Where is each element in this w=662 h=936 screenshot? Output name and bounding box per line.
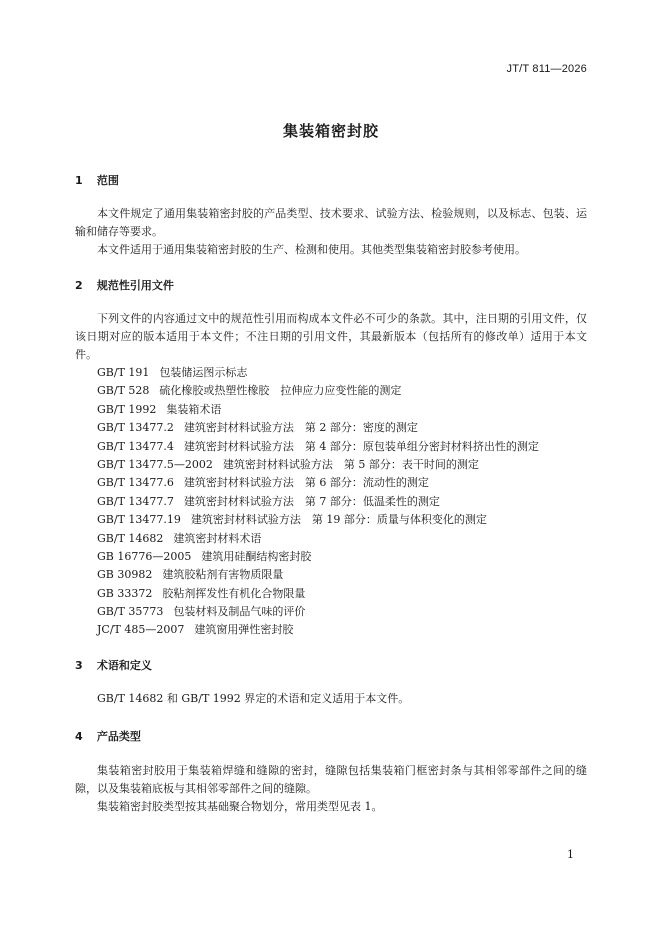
section-heading-normative-references (75, 277, 174, 293)
section-number: 1 (75, 174, 83, 187)
reference-item (97, 419, 539, 437)
reference-title: 建筑密封材料试验方法 第 19 部分：质量与体积变化的测定 (190, 513, 487, 527)
reference-title: 集装箱术语 (166, 402, 222, 416)
section-number: 3 (75, 659, 83, 672)
reference-item (97, 401, 539, 419)
reference-code: GB 30982 (97, 568, 153, 582)
reference-title: 包装储运图示标志 (159, 366, 248, 379)
reference-list (97, 364, 539, 640)
reference-title: 胶粘剂挥发性有机化合物限量 (162, 586, 306, 600)
paragraph: 集装箱密封胶类型按其基础聚合物划分，常用类型见表 1。 (97, 800, 383, 813)
reference-code: GB/T 14682 (97, 531, 164, 545)
reference-item (97, 474, 539, 492)
section-heading-scope (75, 172, 119, 188)
reference-item (97, 511, 539, 529)
paragraph: 集装箱密封胶用于集装箱焊缝和缝隙的密封，缝隙包括集装箱门框密封条与其相邻零部件之间的缝隙，以及集装箱底板与其相邻零部件之间的缝隙。 (75, 764, 587, 795)
section-number: 2 (75, 279, 83, 292)
reference-title: 建筑密封材料试验方法 第 5 部分：表干时间的测定 (222, 457, 479, 471)
reference-item (97, 621, 539, 639)
reference-item (97, 456, 539, 474)
scope-body (75, 205, 587, 259)
reference-code: GB/T 13477.5—2002 (97, 457, 213, 471)
reference-code: GB/T 1992 (97, 402, 157, 416)
reference-item (97, 530, 539, 548)
paragraph: 下列文件的内容通过文中的规范性引用而构成本文件必不可少的条款。其中，注日期的引用文件，仅该日期对应的版本适用于本文件；不注日期的引用文件，其最新版本（包括所有的修改单）适用于本文件。 (75, 312, 587, 361)
reference-title: 建筑窗用弹性密封胶 (194, 623, 294, 637)
terms-body (75, 690, 587, 708)
reference-code: GB/T 13477.19 (97, 513, 181, 527)
reference-item (97, 585, 539, 603)
section-title: 术语和定义 (96, 659, 152, 672)
reference-title: 建筑密封材料试验方法 第 7 部分：低温柔性的测定 (183, 494, 440, 508)
reference-code: GB 33372 (97, 586, 153, 600)
reference-item (97, 548, 539, 566)
reference-title: 建筑密封材料试验方法 第 4 部分：原包装单组分密封材料挤出性的测定 (183, 439, 539, 453)
reference-code: GB/T 13477.4 (97, 439, 174, 453)
section-number: 4 (75, 730, 83, 743)
reference-code: JC/T 485—2007 (97, 623, 185, 637)
reference-title: 包装材料及制品气味的评价 (173, 605, 306, 619)
reference-item (97, 364, 539, 382)
reference-title: 建筑胶粘剂有害物质限量 (162, 568, 284, 582)
section-heading-product-types (75, 728, 141, 744)
reference-code: GB/T 191 (97, 366, 150, 379)
reference-code: GB/T 13477.2 (97, 421, 174, 435)
paragraph: GB/T 14682 和 GB/T 1992 界定的术语和定义适用于本文件。 (97, 692, 410, 705)
reference-code: GB/T 13477.7 (97, 494, 174, 508)
page-number: 1 (567, 848, 574, 861)
section-heading-terms-and-definitions (75, 657, 152, 673)
reference-item (97, 382, 539, 400)
reference-code: GB/T 35773 (97, 605, 164, 619)
reference-title: 建筑密封材料试验方法 第 2 部分：密度的测定 (183, 421, 418, 435)
paragraph: 本文件规定了通用集装箱密封胶的产品类型、技术要求、试验方法、检验规则，以及标志、包装、运输和储存等要求。 (75, 207, 587, 238)
references-intro (75, 310, 587, 364)
document-title: 集装箱密封胶 (282, 122, 379, 140)
paragraph: 本文件适用于通用集装箱密封胶的生产、检测和使用。其他类型集装箱密封胶参考使用。 (97, 243, 526, 256)
section-title: 范围 (96, 174, 119, 187)
reference-title: 建筑密封材料试验方法 第 6 部分：流动性的测定 (183, 476, 429, 490)
reference-item (97, 438, 539, 456)
reference-code: GB 16776—2005 (97, 549, 192, 563)
reference-code: GB/T 13477.6 (97, 476, 174, 490)
section-title: 规范性引用文件 (96, 279, 174, 292)
section-title: 产品类型 (96, 730, 141, 743)
product-types-body (75, 762, 587, 816)
reference-item (97, 493, 539, 511)
reference-item (97, 566, 539, 584)
reference-title: 硫化橡胶或热塑性橡胶 拉伸应力应变性能的测定 (159, 384, 402, 398)
reference-code: GB/T 528 (97, 384, 150, 398)
reference-item (97, 603, 539, 621)
reference-title: 建筑密封材料术语 (173, 531, 262, 545)
reference-title: 建筑用硅酮结构密封胶 (201, 549, 312, 563)
standard-code: JT/T 811—2026 (506, 63, 587, 75)
